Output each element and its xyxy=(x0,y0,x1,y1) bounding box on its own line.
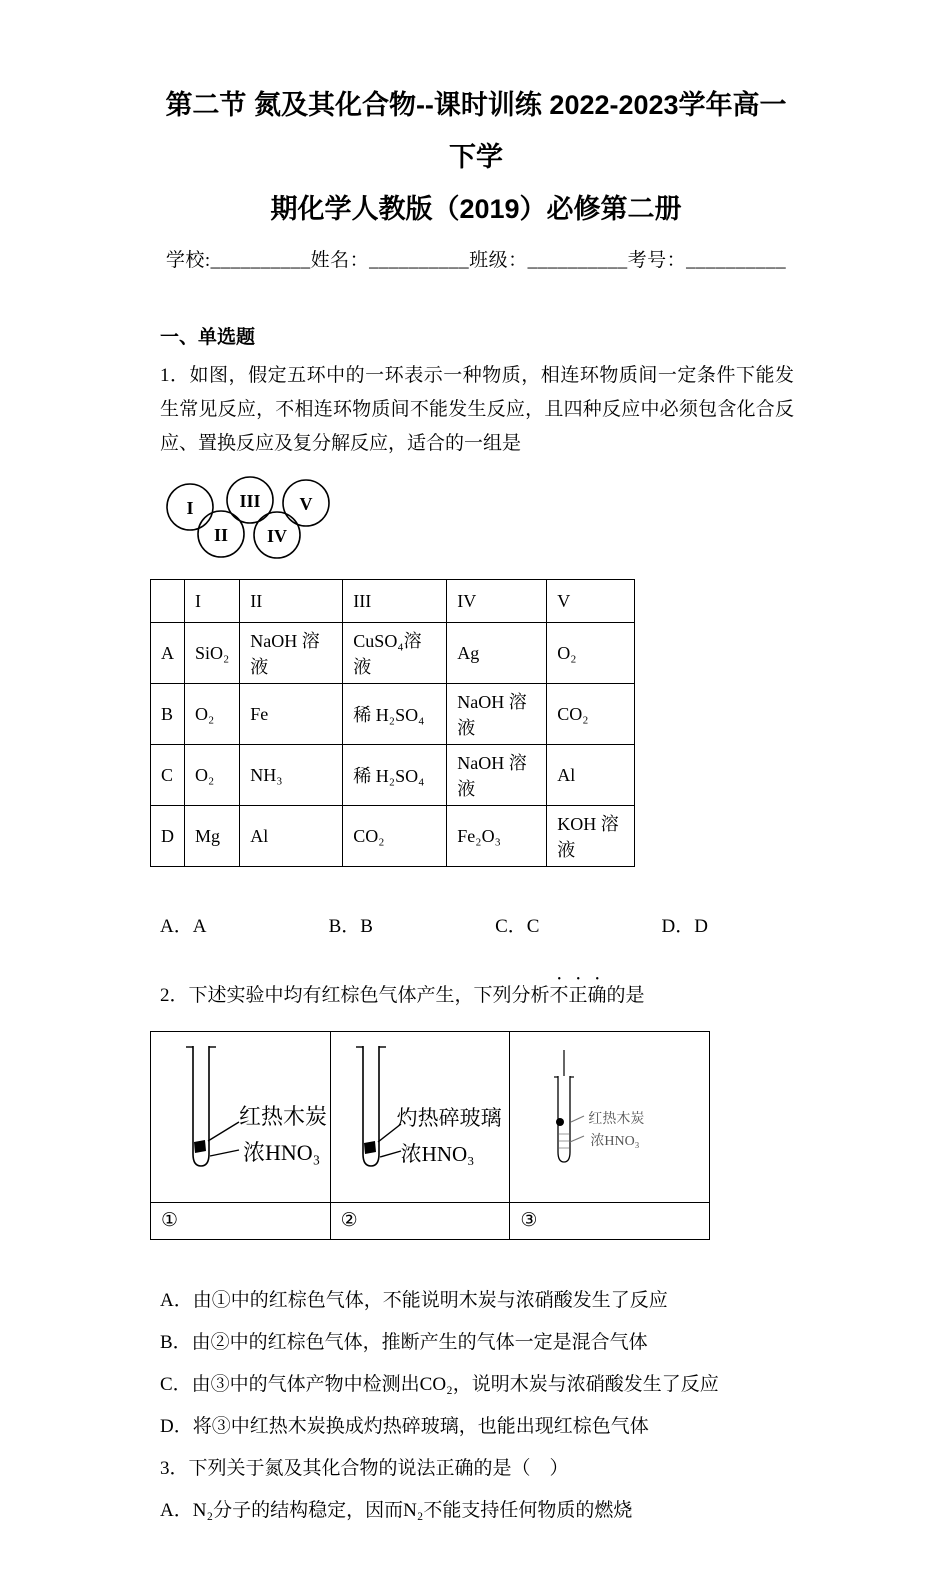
option-d: D．D xyxy=(661,916,708,938)
q3-option-a: A．N₂分子的结构稳定，因而N₂不能支持任何物质的燃烧 xyxy=(160,1500,633,1522)
question-1-options xyxy=(160,911,708,938)
row-a-label: A xyxy=(151,623,185,684)
row-c-label: C xyxy=(151,745,185,806)
cell: CuSO₄溶液 xyxy=(343,623,447,684)
cell: O₂ xyxy=(185,745,240,806)
table-row xyxy=(151,684,635,745)
cell: Ag xyxy=(447,623,547,684)
question-3-text: 3．下列关于氮及其化合物的说法正确的是（ ） xyxy=(160,1458,569,1480)
cell: Al xyxy=(547,745,635,806)
header-cell-2: II xyxy=(240,580,343,623)
figure-panel-3 xyxy=(510,1032,709,1202)
figure-panels xyxy=(151,1032,709,1202)
q2-option-b: B．由②中的红棕色气体，推断产生的气体一定是混合气体 xyxy=(160,1332,648,1354)
q2-option-d: D．将③中红热木炭换成灼热碎玻璃，也能出现红棕色气体 xyxy=(160,1416,649,1438)
section-heading: 一、单选题 xyxy=(160,327,256,349)
q2-option-c: C．由③中的气体产物中检测出CO₂，说明木炭与浓硝酸发生了反应 xyxy=(160,1374,719,1396)
tube-1-label-acid: 浓HNO₃ xyxy=(243,1140,321,1166)
cell: CO₂ xyxy=(343,806,447,867)
cell: NaOH 溶液 xyxy=(447,684,547,745)
question-2-text xyxy=(160,974,794,1013)
figure-caption-1: ① xyxy=(151,1203,331,1239)
cell: Mg xyxy=(185,806,240,867)
olympic-rings-figure xyxy=(158,471,338,563)
document-title xyxy=(160,80,792,235)
question-2-options xyxy=(160,1280,792,1532)
header-cell-blank xyxy=(151,580,185,623)
ring-label-2: II xyxy=(213,525,229,546)
cell: Fe₂O₃ xyxy=(447,806,547,867)
cell: Al xyxy=(240,806,343,867)
title-line-2: 期化学人教版（2019）必修第二册 xyxy=(270,193,682,224)
q2-option-a: A．由①中的红棕色气体，不能说明木炭与浓硝酸发生了反应 xyxy=(160,1290,668,1312)
table-header-row xyxy=(151,580,635,623)
figure-panel-2 xyxy=(331,1032,511,1202)
table-row xyxy=(151,623,635,684)
question-2-suffix: 的是 xyxy=(606,985,645,1007)
row-b-label: B xyxy=(151,684,185,745)
figure-caption-2: ② xyxy=(331,1203,511,1239)
cell: O₂ xyxy=(547,623,635,684)
cell: O₂ xyxy=(185,684,240,745)
option-a: A．A xyxy=(160,916,207,938)
table-row xyxy=(151,745,635,806)
cell: KOH 溶液 xyxy=(547,806,635,867)
cell: 稀 H₂SO₄ xyxy=(343,684,447,745)
cell: NaOH 溶液 xyxy=(447,745,547,806)
tube-2-label-acid: 浓HNO₃ xyxy=(400,1142,475,1167)
header-cell-5: V xyxy=(547,580,635,623)
tube-2-label-glass: 灼热碎玻璃 xyxy=(396,1106,502,1131)
question-2-prefix: 2．下述实验中均有红棕色气体产生，下列分析 xyxy=(160,985,550,1007)
question-2-figure xyxy=(150,1031,710,1240)
option-b: B．B xyxy=(328,916,373,938)
ring-label-3: III xyxy=(239,491,261,512)
cell: NH₃ xyxy=(240,745,343,806)
question-1-table xyxy=(150,579,635,867)
cell: CO₂ xyxy=(547,684,635,745)
header-cell-1: I xyxy=(185,580,240,623)
figure-captions xyxy=(151,1202,709,1239)
cell: 稀 H₂SO₄ xyxy=(343,745,447,806)
figure-caption-3: ③ xyxy=(520,1210,538,1232)
ring-label-5: V xyxy=(299,494,313,515)
header-cell-3: III xyxy=(343,580,447,623)
ring-label-4: IV xyxy=(266,526,288,547)
cell: Fe xyxy=(240,684,343,745)
table-row xyxy=(151,806,635,867)
ring-label-1: I xyxy=(186,498,194,519)
question-1-text: 1．如图，假定五环中的一环表示一种物质，相连环物质间一定条件下能发生常见反应，不相连环物质间不能发生反应，且四种反应中必须包含化合反应、置换反应及复分解反应，适合的一组是 xyxy=(160,365,794,455)
tube-3-label-acid: 浓HNO₃ xyxy=(590,1134,640,1150)
option-c: C．C xyxy=(495,916,540,938)
cell: SiO₂ xyxy=(185,623,240,684)
row-d-label: D xyxy=(151,806,185,867)
header-cell-4: IV xyxy=(447,580,547,623)
student-info-line: 学校:__________姓名：__________班级：__________考号：__________ xyxy=(165,250,787,272)
figure-panel-1 xyxy=(151,1032,331,1202)
title-line-1: 第二节 氮及其化合物--课时训练 2022-2023学年高一下学 xyxy=(165,90,787,172)
tube-1-label-charcoal: 红热木炭 xyxy=(239,1104,328,1130)
tube-3-label-charcoal: 红热木炭 xyxy=(588,1112,645,1128)
question-2-emphasized: 不正确 xyxy=(549,985,607,1007)
cell: NaOH 溶液 xyxy=(240,623,343,684)
